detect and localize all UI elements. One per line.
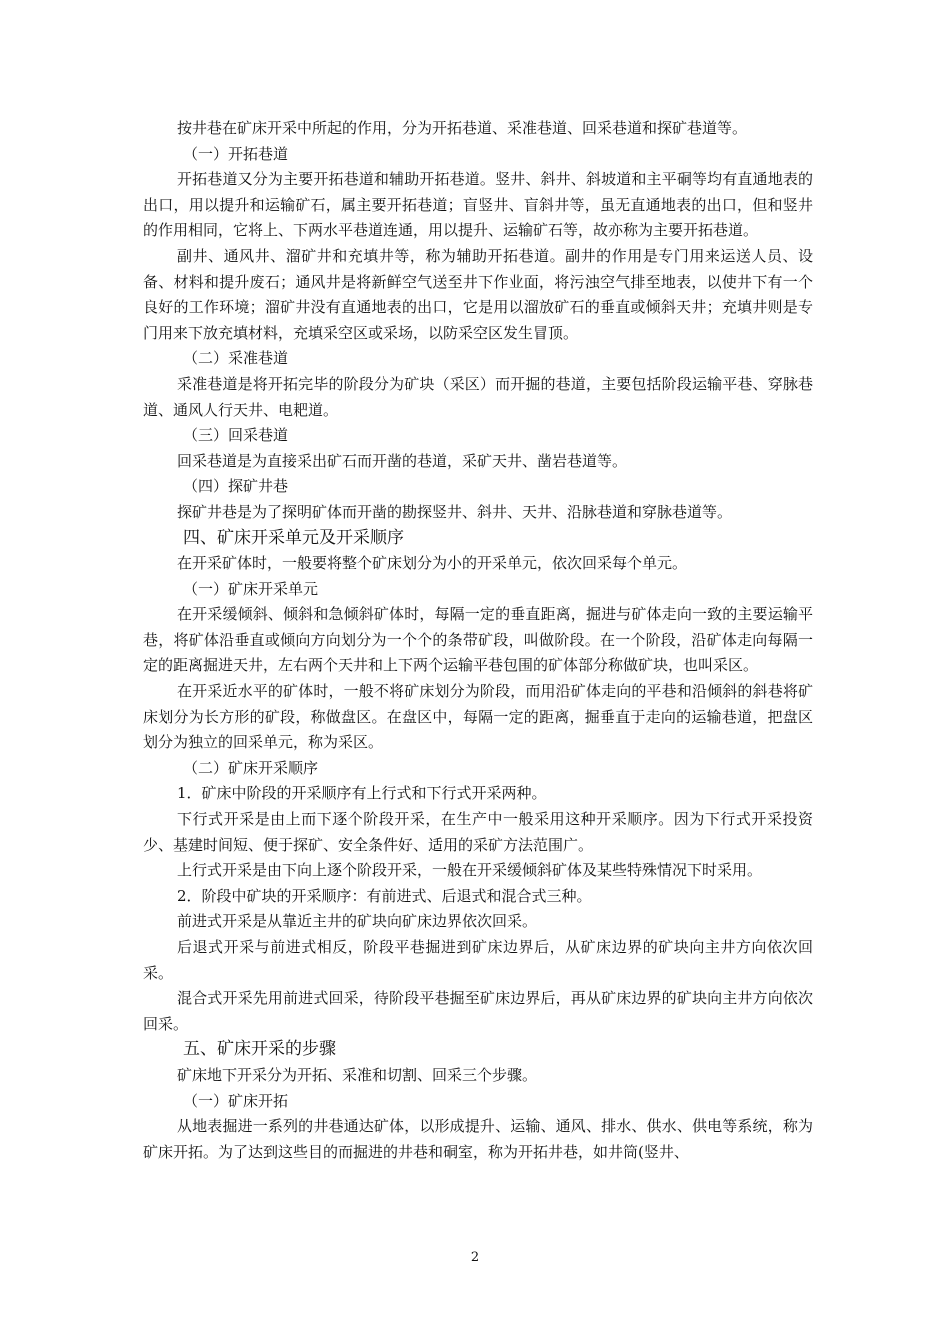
subsection-heading: （二）矿床开采顺序	[183, 758, 319, 777]
paragraph: 2．阶段中矿块的开采顺序：有前进式、后退式和混合式三种。	[177, 886, 592, 905]
paragraph: 后退式开采与前进式相反，阶段平巷掘进到矿床边界后，从矿床边界的矿块向主井方向依次回采。	[143, 938, 813, 982]
paragraph: 混合式开采先用前进式回采，待阶段平巷掘至矿床边界后，再从矿床边界的矿块向主井方向依次回采。	[143, 989, 813, 1033]
paragraph: 回采巷道是为直接采出矿石而开凿的巷道，采矿天井、凿岩巷道等。	[177, 451, 628, 470]
paragraph: 开拓巷道又分为主要开拓巷道和辅助开拓巷道。竖井、斜井、斜坡道和主平硐等均有直通地表的出口，用以提升和运输矿石，属主要开拓巷道；盲竖井、盲斜井等，虽无直通地表的出口，但和竖井的作用相同，它将上、下两水平巷道连通，用以提升、运输矿石等，故亦称为主要开拓巷道。	[143, 170, 813, 240]
paragraph: 上行式开采是由下向上逐个阶段开采，一般在开采缓倾斜矿体及某些特殊情况下时采用。	[177, 861, 763, 880]
subsection-heading: （二）采准巷道	[183, 349, 289, 368]
paragraph: 前进式开采是从靠近主井的矿块向矿床边界依次回采。	[177, 912, 538, 931]
paragraph: 在开采近水平的矿体时，一般不将矿床划分为阶段，而用沿矿体走向的平巷和沿倾斜的斜巷将矿床划分为长方形的矿段，称做盘区。在盘区中，每隔一定的距离，掘垂直于走向的运输巷道，把盘区划分为独立的回采单元，称为采区。	[143, 682, 813, 752]
page-number: 2	[470, 1250, 480, 1265]
subsection-heading: （一）开拓巷道	[183, 144, 289, 163]
paragraph: 1．矿床中阶段的开采顺序有上行式和下行式开采两种。	[177, 784, 547, 803]
subsection-heading: （四）探矿井巷	[183, 477, 289, 496]
section-heading: 五、矿床开采的步骤	[183, 1039, 336, 1060]
paragraph: 副井、通风井、溜矿井和充填井等，称为辅助开拓巷道。副井的作用是专门用来运送人员、设备、材料和提升废石；通风井是将新鲜空气送至井下作业面，将污浊空气排至地表，以使井下有一个良好的工作环境；溜矿井没有直通地表的出口，它是用以溜放矿石的垂直或倾斜天井；充填井则是专门用来下放充填材料，充填采空区或采场，以防采空区发生冒顶。	[143, 246, 813, 342]
paragraph: 探矿井巷是为了探明矿体而开凿的勘探竖井、斜井、天井、沿脉巷道和穿脉巷道等。	[177, 502, 733, 521]
paragraph: 采准巷道是将开拓完毕的阶段分为矿块（采区）而开掘的巷道，主要包括阶段运输平巷、穿脉巷道、通风人行天井、电耙道。	[143, 374, 813, 419]
paragraph: 按井巷在矿床开采中所起的作用，分为开拓巷道、采准巷道、回采巷道和探矿巷道等。	[177, 119, 748, 137]
subsection-heading: （三）回采巷道	[183, 426, 289, 445]
paragraph: 在开采矿体时，一般要将整个矿床划分为小的开采单元，依次回采每个单元。	[177, 554, 688, 573]
document-body	[143, 116, 813, 1165]
paragraph: 在开采缓倾斜、倾斜和急倾斜矿体时，每隔一定的垂直距离，掘进与矿体走向一致的主要运输平巷，将矿体沿垂直或倾向方向划分为一个个的条带矿段，叫做阶段。在一个阶段，沿矿体走向每隔一定的距离掘进天井，左右两个天井和上下两个运输平巷包围的矿体部分称做矿块，也叫采区。	[143, 605, 813, 675]
paragraph: 下行式开采是由上而下逐个阶段开采，在生产中一般采用这种开采顺序。因为下行式开采投资少、基建时间短、便于探矿、安全条件好、适用的采矿方法范围广。	[143, 810, 813, 854]
subsection-heading: （一）矿床开采单元	[183, 579, 319, 598]
section-heading: 四、矿床开采单元及开采顺序	[183, 527, 404, 548]
paragraph: 矿床地下开采分为开拓、采准和切割、回采三个步骤。	[177, 1065, 538, 1084]
paragraph: 从地表掘进一系列的井巷通达矿体，以形成提升、运输、通风、排水、供水、供电等系统，称为矿床开拓。为了达到这些目的而掘进的井巷和硐室，称为开拓井巷，如井筒(竖井、	[143, 1117, 813, 1161]
subsection-heading: （一）矿床开拓	[183, 1091, 289, 1110]
